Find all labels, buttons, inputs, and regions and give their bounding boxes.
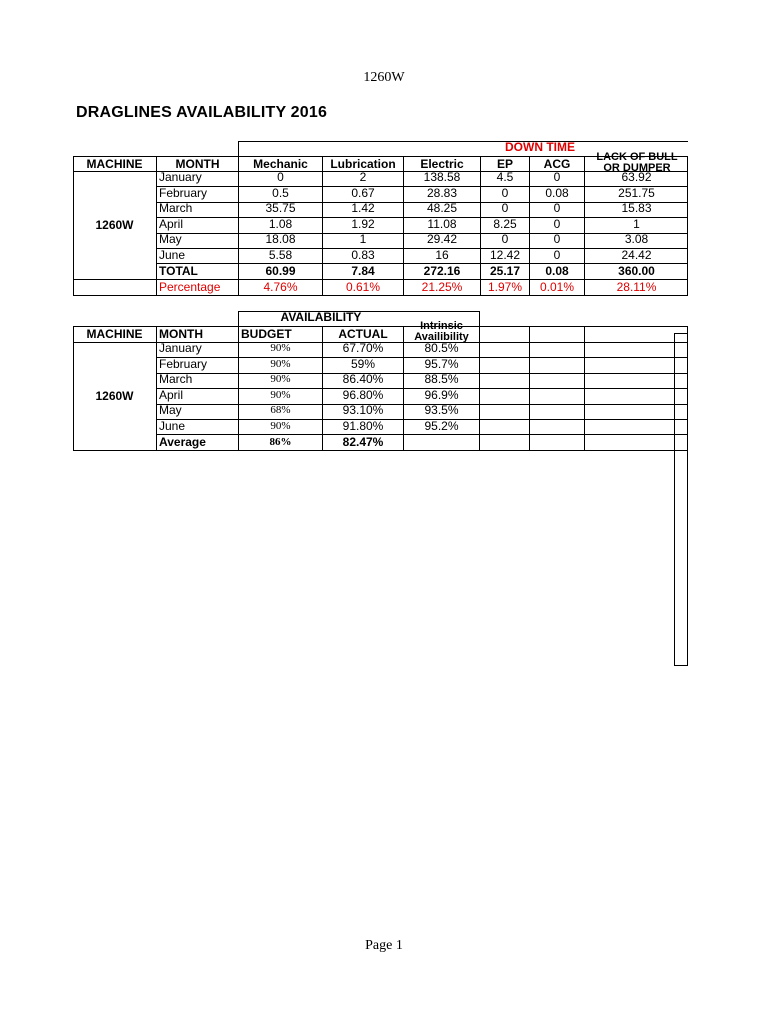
dt-cell-acg: 0 <box>553 217 561 231</box>
dt-cell-acg: 0 <box>553 170 561 184</box>
dt-cell-electric: 16 <box>435 248 449 262</box>
av-average-actual: 82.47% <box>342 435 384 449</box>
dt-cell-month: June <box>159 248 186 262</box>
av-cell-intrinsic: 80.5% <box>424 341 459 355</box>
dt-cell-ep: 8.25 <box>493 217 517 231</box>
av-cell-actual: 91.80% <box>342 419 384 433</box>
dt-cell-mechanic: 18.08 <box>265 232 296 246</box>
dt-cell-mechanic: 5.58 <box>268 248 293 262</box>
dt-cell-acg: 0.08 <box>545 186 569 200</box>
dt-header-lubrication: Lubrication <box>330 157 396 171</box>
dt-total-ep: 25.17 <box>489 264 521 278</box>
av-header-machine: MACHINE <box>86 327 143 341</box>
dt-cell-ep: 0 <box>501 186 509 200</box>
av-cell-month: January <box>159 341 202 355</box>
dt-total-lack: 360.00 <box>618 264 655 278</box>
av-group-label: AVAILABILITY <box>280 310 362 324</box>
dt-header-electric: Electric <box>420 157 464 171</box>
dt-total-mechanic: 60.99 <box>265 264 296 278</box>
dt-cell-lack: 251.75 <box>618 186 655 200</box>
av-cell-intrinsic: 93.5% <box>424 403 459 417</box>
dt-cell-month: April <box>159 217 184 231</box>
av-cell-actual: 86.40% <box>342 372 384 386</box>
dt-cell-lubrication: 1.42 <box>351 201 375 215</box>
av-average-budget: 86% <box>269 436 292 448</box>
dt-cell-month: January <box>159 170 202 184</box>
av-cell-budget: 90% <box>270 373 291 385</box>
av-cell-budget: 90% <box>270 358 291 370</box>
dt-cell-lubrication: 0.67 <box>351 186 375 200</box>
av-cell-actual: 96.80% <box>342 388 384 402</box>
av-cell-month: March <box>159 372 193 386</box>
av-cell-budget: 68% <box>270 404 291 416</box>
av-cell-month: February <box>159 357 208 371</box>
dt-cell-acg: 0 <box>553 232 561 246</box>
dt-cell-month: March <box>159 201 193 215</box>
av-cell-actual: 59% <box>350 357 376 371</box>
downtime-group-label: DOWN TIME <box>505 140 575 154</box>
dt-percentage-label: Percentage <box>159 280 221 294</box>
dt-total-label: TOTAL <box>159 264 198 278</box>
av-cell-actual: 67.70% <box>342 341 384 355</box>
av-cell-intrinsic: 95.7% <box>424 357 459 371</box>
dt-cell-ep: 4.5 <box>496 170 514 184</box>
dt-cell-lack: 24.42 <box>621 248 652 262</box>
dt-header-acg: ACG <box>543 157 571 171</box>
dt-total-lubrication: 7.84 <box>351 264 375 278</box>
dt-header-lack: LACK OF BULL OR DUMPER <box>596 151 678 174</box>
dt-cell-mechanic: 0.5 <box>272 186 289 200</box>
av-cell-intrinsic: 88.5% <box>424 372 459 386</box>
dt-pct-acg: 0.01% <box>539 280 575 294</box>
dt-cell-lack: 63.92 <box>621 170 652 184</box>
dt-machine-label: 1260W <box>95 218 134 232</box>
av-header-intrinsic: Intrinsic Availibility <box>414 320 469 343</box>
dt-header-month: MONTH <box>175 157 220 171</box>
page-title: DRAGLINES AVAILABILITY 2016 <box>76 104 328 121</box>
dt-pct-lubrication: 0.61% <box>345 280 381 294</box>
dt-cell-ep: 12.42 <box>489 248 521 262</box>
dt-cell-electric: 29.42 <box>426 232 458 246</box>
dt-cell-mechanic: 0 <box>277 170 284 184</box>
dt-cell-month: February <box>159 186 208 200</box>
av-cell-intrinsic: 95.2% <box>424 419 459 433</box>
av-cell-intrinsic: 96.9% <box>424 388 459 402</box>
dt-cell-ep: 0 <box>501 232 509 246</box>
dt-cell-month: May <box>159 232 182 246</box>
dt-cell-lack: 1 <box>633 217 640 231</box>
av-cell-budget: 90% <box>270 389 291 401</box>
dt-total-acg: 0.08 <box>545 264 569 278</box>
av-cell-month: June <box>159 419 186 433</box>
av-cell-budget: 90% <box>270 420 291 432</box>
dt-pct-electric: 21.25% <box>421 280 463 294</box>
dt-cell-lubrication: 0.83 <box>351 248 375 262</box>
dt-cell-acg: 0 <box>553 201 561 215</box>
dt-cell-mechanic: 35.75 <box>265 201 296 215</box>
page-header: 1260W <box>363 70 405 85</box>
dt-cell-electric: 48.25 <box>426 201 458 215</box>
av-average-label: Average <box>159 435 206 449</box>
dt-cell-lack: 3.08 <box>624 232 649 246</box>
page-footer: Page 1 <box>365 938 403 953</box>
av-cell-actual: 93.10% <box>342 403 384 417</box>
av-header-actual: ACTUAL <box>338 327 388 341</box>
dt-cell-lubrication: 1.92 <box>351 217 375 231</box>
av-cell-month: April <box>159 388 184 402</box>
av-cell-month: May <box>159 403 182 417</box>
dt-cell-electric: 11.08 <box>427 217 457 231</box>
dt-cell-lubrication: 2 <box>359 170 367 184</box>
dt-cell-lubrication: 1 <box>359 232 367 246</box>
dt-pct-mechanic: 4.76% <box>263 280 298 294</box>
dt-cell-electric: 28.83 <box>426 186 458 200</box>
dt-cell-electric: 138.58 <box>423 170 461 184</box>
dt-cell-mechanic: 1.08 <box>268 217 293 231</box>
dt-total-electric: 272.16 <box>423 264 461 278</box>
av-header-budget: BUDGET <box>241 327 292 341</box>
dt-header-ep: EP <box>496 157 513 171</box>
av-cell-budget: 90% <box>270 342 291 354</box>
dt-cell-acg: 0 <box>553 248 561 262</box>
dt-cell-lack: 15.83 <box>621 201 652 215</box>
av-header-month: MONTH <box>159 327 203 341</box>
dt-header-mechanic: Mechanic <box>253 157 308 171</box>
dt-cell-ep: 0 <box>501 201 509 215</box>
av-machine-label: 1260W <box>95 389 134 403</box>
dt-header-machine: MACHINE <box>86 157 143 171</box>
dt-pct-ep: 1.97% <box>487 280 523 294</box>
dt-pct-lack: 28.11% <box>616 280 657 294</box>
